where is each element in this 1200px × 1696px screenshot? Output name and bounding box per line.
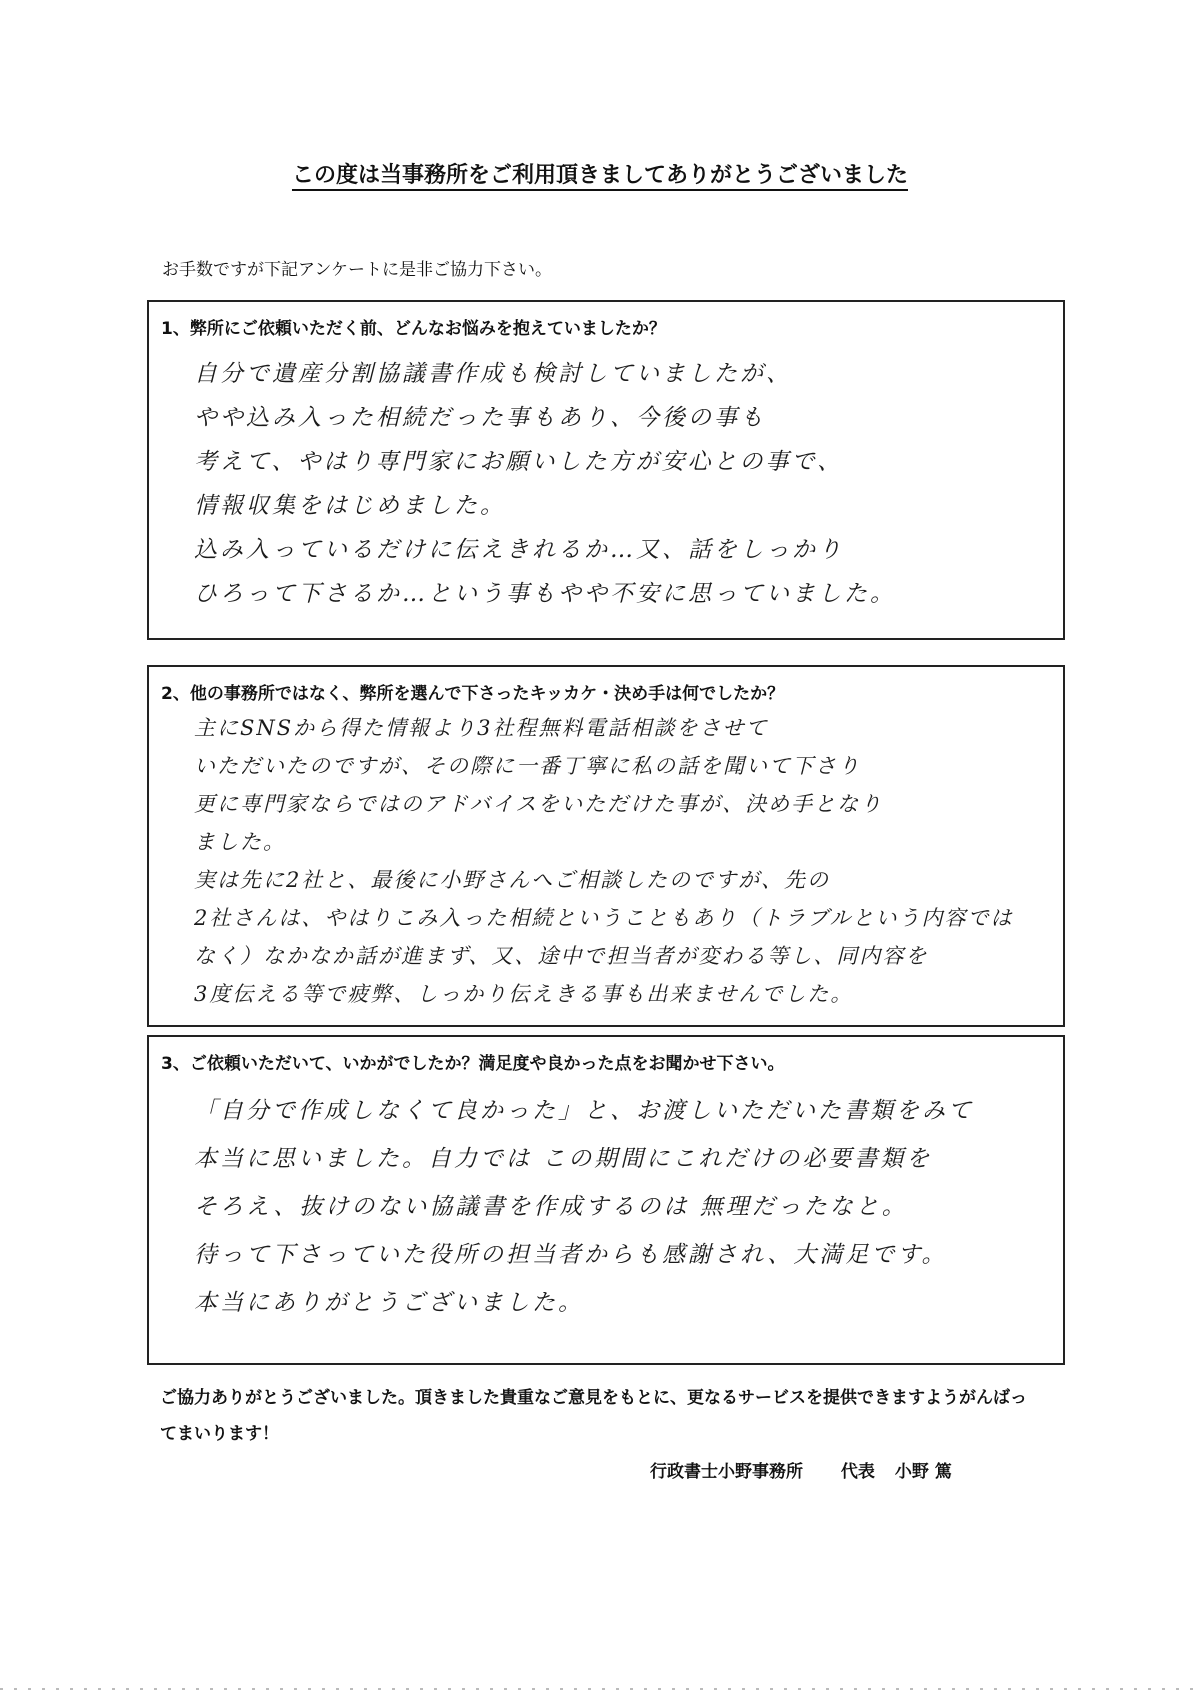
answer-line: 更に専門家ならではのアドバイスをいただけた事が、決め手となり: [194, 792, 884, 816]
question-label-3: 3、ご依頼いただいて、いかがでしたか？満足度や良かった点をお聞かせ下さい。: [161, 1054, 785, 1074]
answer-line: ひろって下さるか…という事もやや不安に思っていました。: [194, 581, 896, 607]
answer-line: 実は先に2社と、最後に小野さんへご相談したのですが、先の: [194, 868, 830, 892]
office-name: 行政書士小野事務所: [650, 1462, 803, 1482]
answer-line: 2社さんは、やはりこみ入った相続ということもあり（トラブルという内容では: [194, 906, 1014, 930]
question-box-1: [147, 300, 1065, 640]
answer-line: 情報収集をはじめました。: [194, 493, 506, 519]
answer-line: 自分で遺産分割協議書作成も検討していましたが、: [194, 361, 792, 387]
intro-text: お手数ですが下記アンケートに是非ご協力下さい。: [162, 260, 552, 280]
closing-text: ご協力ありがとうございました。頂きました貴重なご意見をもとに、更なるサービスを提供できますようがんばってまいります！: [160, 1388, 1027, 1444]
answer-line: そろえ、抜けのない協議書を作成するのは 無理だったなと。: [194, 1194, 908, 1220]
answer-line: 込み入っているだけに伝えきれるか…又、話をしっかり: [194, 537, 844, 563]
answer-line: 3度伝える等で疲弊、しっかり伝えきる事も出来ませんでした。: [194, 982, 854, 1006]
page-title: [0, 158, 1200, 189]
answer-line: なく）なかなか話が進まず、又、途中で担当者が変わる等し、同内容を: [194, 944, 929, 968]
answer-line: 「自分で作成しなくて良かった」と、お渡しいただいた書類をみて: [194, 1098, 974, 1124]
representative-name: 小野 篤: [894, 1462, 952, 1482]
scan-artifact-line: [0, 1688, 1200, 1690]
question-box-2: [147, 665, 1065, 1027]
handwritten-answer-1: [194, 352, 1043, 616]
answer-line: 考えて、やはり専門家にお願いした方が安心との事で、: [194, 449, 844, 475]
answer-line: 本当に思いました。自力では この期間にこれだけの必要書類を: [194, 1146, 933, 1172]
handwritten-answer-2: [194, 709, 1043, 1013]
answer-line: いただいたのですが、その際に一番丁寧に私の話を聞いて下さり: [194, 754, 861, 778]
answer-line: ました。: [194, 830, 286, 854]
title-text: この度は当事務所をご利用頂きましてありがとうございました: [291, 163, 908, 188]
signature: [650, 1457, 952, 1482]
handwritten-answer-3: [194, 1087, 1043, 1327]
question-label-1: 1、弊所にご依頼いただく前、どんなお悩みを抱えていましたか？: [161, 319, 666, 339]
question-box-3: [147, 1035, 1065, 1365]
answer-line: 待って下さっていた役所の担当者からも感謝され、大満足です。: [194, 1242, 948, 1268]
answer-line: 本当にありがとうございました。: [194, 1290, 584, 1316]
answer-line: やや込み入った相続だった事もあり、今後の事も: [194, 405, 766, 431]
representative-role: 代表: [840, 1462, 875, 1482]
question-label-2: 2、他の事務所ではなく、弊所を選んで下さったキッカケ・決め手は何でしたか？: [161, 684, 785, 704]
answer-line: 主にSNSから得た情報より3社程無料電話相談をさせて: [194, 716, 769, 740]
